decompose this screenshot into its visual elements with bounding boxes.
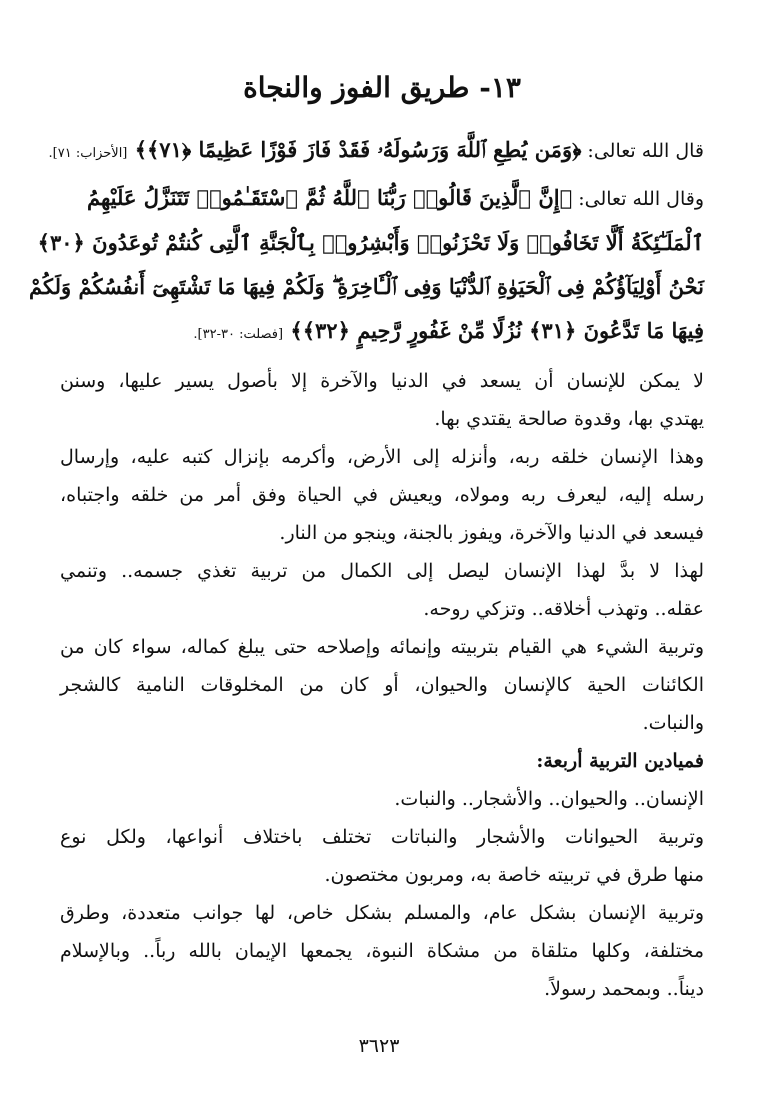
- verse-1-text: ﴿وَمَن يُطِعِ ٱللَّهَ وَرَسُولَهُۥ فَقَدْ فَازَ فَوْزًا عَظِيمًا ﴿٧١﴾﴾: [134, 137, 582, 162]
- paragraph-line: ديناً.. وبمحمد رسولاً.: [544, 978, 704, 1000]
- chapter-title: ١٣- طريق الفوز والنجاة: [243, 71, 521, 104]
- paragraph-line: رسله إليه، ليعرف ربه ومولاه، ويعيش في الحياة وفق أمر من خلقه واجتباه،: [60, 484, 704, 506]
- paragraph-5: [60, 785, 704, 813]
- paragraph-line: الكائنات الحية كالإنسان والحيوان، أو كان من المخلوقات النامية كالشجر: [60, 674, 704, 696]
- paragraph-line: عقله.. وتهذب أخلاقه.. وتزكي روحه.: [423, 598, 704, 620]
- verse-2-line-4: [60, 309, 704, 357]
- paragraph-line: مختلفة، وكلها متلقاة من مشكاة النبوة، يجمعها الإيمان بالله رباً.. وبالإسلام: [60, 940, 704, 962]
- paragraph-line: الإنسان.. والحيوان.. والأشجار.. والنبات.: [394, 788, 704, 810]
- page-number: ٣٦٢٣: [358, 1035, 400, 1057]
- verse-2-text-4: فِيهَا مَا تَدَّعُونَ ﴿٣١﴾ نُزُلًا مِّنْ غَفُورٍ رَّحِيمٍ ﴿٣٢﴾﴾: [290, 318, 704, 343]
- paragraph-line: والنبات.: [642, 712, 704, 734]
- verse-2-intro: وقال الله تعالى:: [572, 188, 704, 210]
- paragraph-line: فيسعد في الدنيا والآخرة، ويفوز بالجنة، وينجو من النار.: [279, 522, 704, 544]
- paragraph-2: [60, 443, 704, 547]
- book-page: [29, 60, 704, 1090]
- paragraph-line: وتربية الحيوانات والأشجار والنباتات تختلف باختلاف أنواعها، ولكل نوع: [60, 826, 704, 848]
- section-heading: فميادين التربية أربعة:: [536, 750, 704, 772]
- paragraph-3: [60, 557, 704, 623]
- paragraph-line: وتربية الشيء هي القيام بتربيته وإنمائه وإصلاحه حتى يبلغ كماله، سواء كان من: [60, 636, 704, 658]
- verse-1-intro: قال الله تعالى:: [581, 140, 704, 162]
- paragraph-4: [60, 633, 704, 737]
- paragraph-7: [60, 899, 704, 1003]
- paragraph-line: منها طرق في تربيته خاصة به، ومربون مختصون.: [324, 864, 704, 886]
- verse-1-reference: [الأحزاب: ٧١].: [48, 146, 128, 161]
- verse-2-text-1: ﴿إِنَّ ٱلَّذِينَ قَالُوا۟ رَبُّنَا ٱللَّهُ ثُمَّ ٱسْتَقَـٰمُوا۟ تَتَنَزَّلُ عَلَيْهِمُ: [87, 185, 573, 210]
- verse-2-line-1: [60, 176, 704, 221]
- paragraph-line: وهذا الإنسان خلقه ربه، وأنزله إلى الأرض، وأكرمه بإنزال كتبه عليه، وإرسال: [60, 446, 704, 468]
- verse-2-line-2: ٱلْمَلَـٰٓئِكَةُ أَلَّا تَخَافُوا۟ وَلَا تَحْزَنُوا۟ وَأَبْشِرُوا۟ بِٱلْجَنَّةِ ٱلَّتِى كُنتُمْ تُوعَدُونَ ﴿٣٠﴾: [37, 230, 704, 255]
- paragraph-line: يهتدي بها، وقدوة صالحة يقتدي بها.: [434, 408, 704, 430]
- verse-2-reference: [فصلت: ٣٠-٣٢].: [193, 327, 284, 342]
- paragraph-1: [60, 367, 704, 433]
- paragraph-line: لا يمكن للإنسان أن يسعد في الدنيا والآخرة إلا بأصول يسير عليها، وسنن: [60, 370, 704, 392]
- paragraph-line: لهذا لا بدَّ لهذا الإنسان ليصل إلى الكمال من تربية تغذي جسمه.. وتنمي: [60, 560, 704, 582]
- paragraph-line: وتربية الإنسان بشكل عام، والمسلم بشكل خاص، لها جوانب متعددة، وطرق: [60, 902, 704, 924]
- verse-1-line: [48, 128, 704, 176]
- paragraph-6: [60, 823, 704, 889]
- verse-2-line-3: نَحْنُ أَوْلِيَآؤُكُمْ فِى ٱلْحَيَوٰةِ ٱلدُّنْيَا وَفِى ٱلْـَٔاخِرَةِ ۖ وَلَكُمْ فِيهَا مَا تَشْتَهِىٓ أَنفُسُكُمْ وَلَكُمْ: [29, 274, 704, 299]
